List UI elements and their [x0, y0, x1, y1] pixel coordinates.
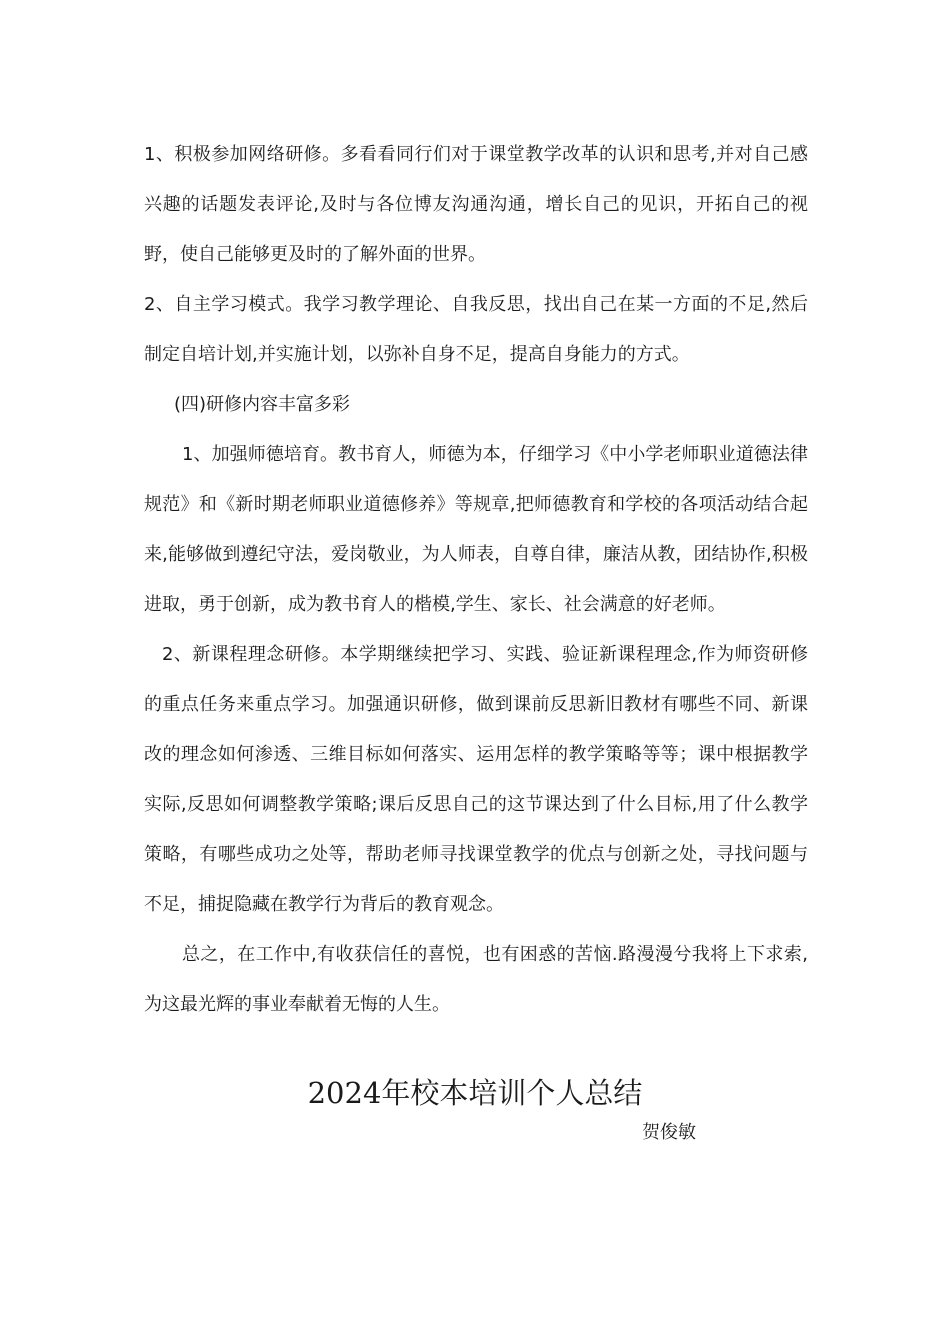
paragraph-self-study: 2、自主学习模式。我学习教学理论、自我反思，找出自己在某一方面的不足,然后制定自培计划,并实施计划，以弥补自身不足，提高自身能力的方式。 [144, 294, 808, 365]
document-author: 贺俊敏 [642, 1122, 696, 1143]
paragraph-conclusion: 总之，在工作中,有收获信任的喜悦，也有困惑的苦恼.路漫漫兮我将上下求索,为这最光辉的事业奉献着无悔的人生。 [144, 944, 808, 1015]
paragraph-curriculum-training: 2、新课程理念研修。本学期继续把学习、实践、验证新课程理念,作为师资研修的重点任务来重点学习。加强通识研修，做到课前反思新旧教材有哪些不同、新课改的理念如何渗透、三维目标如何落实、运用怎样的教学策略等等；课中根据教学实际,反思如何调整教学策略;课后反思自己的这节课达到了什么目标,用了什么教学策略，有哪些成功之处等，帮助老师寻找课堂教学的优点与创新之处，寻找问题与不足，捕捉隐藏在教学行为背后的教育观念。 [144, 644, 808, 915]
section-heading: (四)研修内容丰富多彩 [174, 394, 351, 415]
paragraph-ethics-training: 1、加强师德培育。教书育人，师德为本，仔细学习《中小学老师职业道德法律规范》和《新时期老师职业道德修养》等规章,把师德教育和学校的各项活动结合起来,能够做到遵纪守法，爱岗敬业，为人师表，自尊自律，廉洁从教，团结协作,积极进取，勇于创新，成为教书育人的楷模,学生、家长、社会满意的好老师。 [144, 444, 808, 615]
document-body [144, 130, 808, 1030]
paragraph-online-study: 1、积极参加网络研修。多看看同行们对于课堂教学改革的认识和思考,并对自己感兴趣的话题发表评论,及时与各位博友沟通沟通，增长自己的见识，开拓自己的视野，使自己能够更及时的了解外面的世界。 [144, 144, 808, 265]
document-title: 2024年校本培训个人总结 [307, 1076, 643, 1110]
